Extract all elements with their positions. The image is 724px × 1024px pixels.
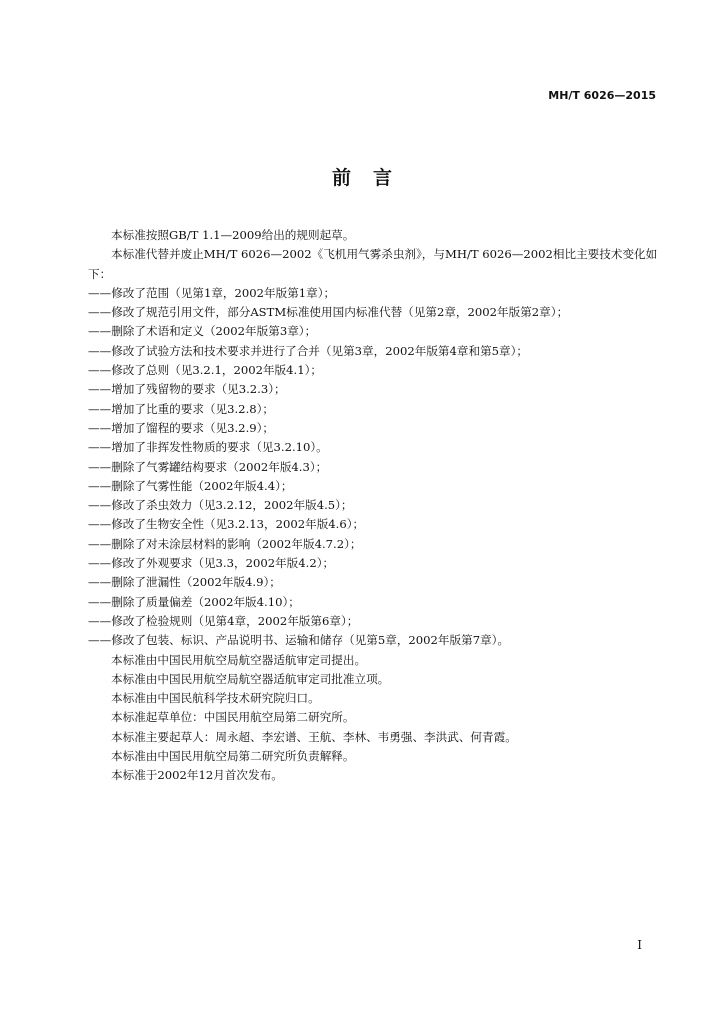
paragraph-proposer: 本标准由中国民用航空局航空器适航审定司提出。 — [111, 652, 367, 667]
change-item: ——修改了总则（见3.2.1，2002年版4.1）； — [88, 363, 322, 378]
change-item: ——修改了生物安全性（见3.2.13，2002年版4.6）； — [88, 517, 365, 532]
paragraph-drafting-rules: 本标准按照GB/T 1.1—2009给出的规则起草。 — [111, 228, 355, 242]
change-item: ——增加了非挥发性物质的要求（见3.2.10）。 — [88, 440, 328, 455]
change-item: ——修改了外观要求（见3.3，2002年版4.2）； — [88, 556, 335, 571]
paragraph-centralized: 本标准由中国民航科学技术研究院归口。 — [111, 691, 320, 706]
page-number: I — [637, 938, 642, 952]
paragraph-drafting-unit: 本标准起草单位：中国民用航空局第二研究所。 — [111, 710, 355, 725]
change-item: ——删除了气雾性能（2002年版4.4）； — [88, 478, 293, 493]
change-item: ——修改了杀虫效力（见3.2.12，2002年版4.5）； — [88, 498, 353, 513]
change-item: ——删除了泄漏性（2002年版4.9）； — [88, 575, 281, 590]
paragraph-drafters: 本标准主要起草人：周永超、李宏谱、王航、李林、韦勇强、李洪武、何青霞。 — [111, 729, 517, 744]
document-code: MH/T 6026—2015 — [548, 89, 656, 102]
paragraph-first-release: 本标准于2002年12月首次发布。 — [111, 768, 283, 783]
change-item: ——修改了试验方法和技术要求并进行了合并（见第3章，2002年版第4章和第5章）； — [88, 343, 529, 358]
change-item: ——修改了规范引用文件，部分ASTM标准使用国内标准代替（见第2章，2002年版第2章）； — [88, 305, 569, 320]
change-item: ——增加了残留物的要求（见3.2.3）； — [88, 382, 286, 397]
change-item: ——删除了气雾罐结构要求（2002年版4.3）； — [88, 459, 328, 474]
paragraph-approval: 本标准由中国民用航空局航空器适航审定司批准立项。 — [111, 671, 390, 686]
change-item: ——删除了质量偏差（2002年版4.10）； — [88, 594, 300, 609]
document-body — [88, 226, 660, 786]
change-item: ——修改了范围（见第1章，2002年版第1章）； — [88, 285, 336, 300]
change-item: ——修改了包装、标识、产品说明书、运输和储存（见第5章，2002年版第7章）。 — [88, 633, 510, 648]
change-item: ——修改了检验规则（见第4章，2002年版第6章）； — [88, 613, 359, 628]
change-item: ——删除了术语和定义（2002年版第3章）； — [88, 324, 317, 339]
page-title: 前言 — [331, 167, 414, 189]
paragraph-interpretation: 本标准由中国民用航空局第二研究所负责解释。 — [111, 749, 355, 764]
change-item: ——增加了比重的要求（见3.2.8）； — [88, 401, 275, 416]
paragraph-replacement: 本标准代替并废止MH/T 6026—2002《飞机用气雾杀虫剂》，与MH/T 6026—2002相比主要技术变化如下： — [88, 247, 658, 281]
change-item: ——删除了对未涂层材料的影响（2002年版4.7.2）； — [88, 536, 362, 551]
change-item: ——增加了馏程的要求（见3.2.9）； — [88, 420, 275, 435]
